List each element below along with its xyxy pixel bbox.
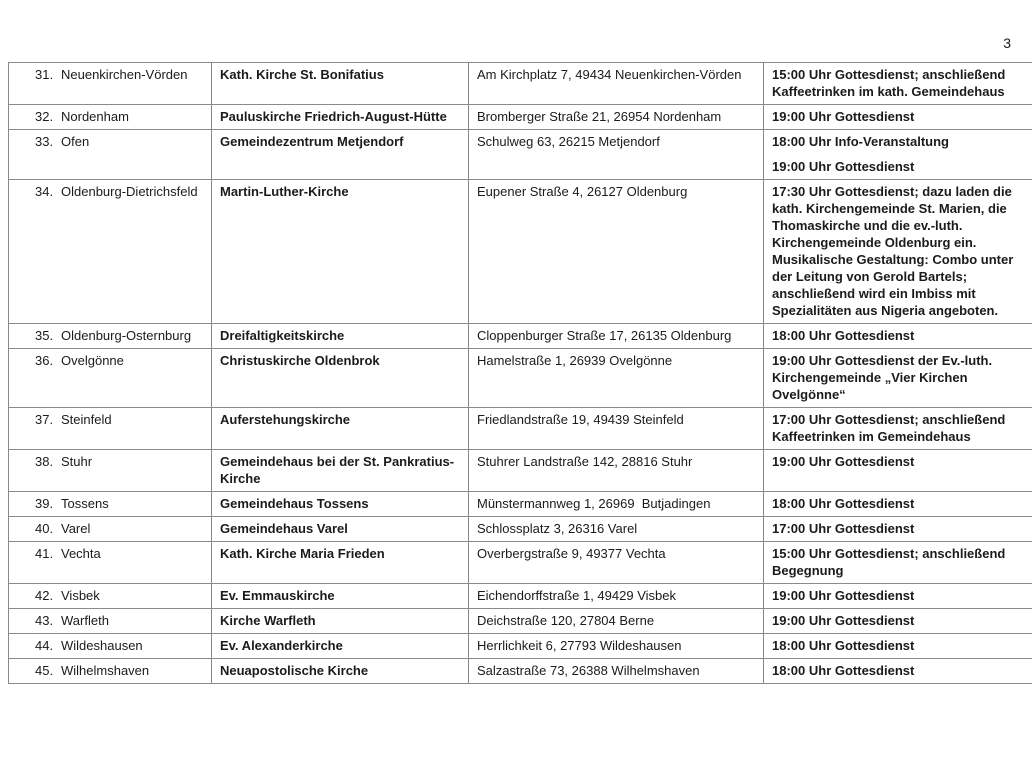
events-table — [8, 62, 1032, 684]
address-cell: Bromberger Straße 21, 26954 Nordenham — [468, 105, 763, 129]
event-text: 15:00 Uhr Gottesdienst; anschließend Begegnung — [772, 546, 1006, 578]
venue-cell: Gemeindehaus Tossens — [211, 492, 468, 516]
address-cell: Hamelstraße 1, 26939 Ovelgönne — [468, 349, 763, 407]
table-row — [9, 659, 1032, 683]
venue-cell: Dreifaltigkeitskirche — [211, 324, 468, 348]
row-number: 37. — [35, 412, 54, 427]
row-number: 40. — [35, 521, 54, 536]
events-cell — [763, 542, 1032, 583]
row-number: 34. — [35, 184, 54, 199]
table-row — [9, 105, 1032, 130]
venue-cell: Auferstehungskirche — [211, 408, 468, 449]
place-cell — [9, 408, 211, 449]
venue-cell: Kath. Kirche St. Bonifatius — [211, 63, 468, 104]
row-number: 35. — [35, 328, 54, 343]
table-row — [9, 584, 1032, 609]
venue-cell: Gemeindezentrum Metjendorf — [211, 130, 468, 179]
place-name: Visbek — [61, 588, 100, 603]
table-row — [9, 542, 1032, 584]
place-cell — [9, 542, 211, 583]
event-text: 18:00 Uhr Gottesdienst — [772, 328, 915, 343]
events-cell — [763, 63, 1032, 104]
events-cell — [763, 517, 1032, 541]
address-cell: Münstermannweg 1, 26969 Butjadingen — [468, 492, 763, 516]
event-text: 18:00 Uhr Gottesdienst — [772, 663, 915, 678]
place-name: Tossens — [61, 496, 109, 511]
event-text: 18:00 Uhr Info-Veranstaltung — [772, 134, 949, 149]
venue-cell: Gemeindehaus Varel — [211, 517, 468, 541]
venue-cell: Pauluskirche Friedrich-August-Hütte — [211, 105, 468, 129]
venue-cell: Ev. Alexanderkirche — [211, 634, 468, 658]
address-cell: Schlossplatz 3, 26316 Varel — [468, 517, 763, 541]
event-text: 18:00 Uhr Gottesdienst — [772, 638, 915, 653]
row-number: 43. — [35, 613, 54, 628]
row-number: 32. — [35, 109, 54, 124]
table-row — [9, 130, 1032, 180]
address-cell: Eupener Straße 4, 26127 Oldenburg — [468, 180, 763, 323]
row-number: 45. — [35, 663, 54, 678]
events-cell — [763, 130, 1032, 179]
events-cell — [763, 349, 1032, 407]
place-cell — [9, 584, 211, 608]
table-row — [9, 63, 1032, 105]
row-number: 42. — [35, 588, 54, 603]
events-cell — [763, 584, 1032, 608]
event-text: 19:00 Uhr Gottesdienst — [772, 109, 915, 124]
events-cell — [763, 105, 1032, 129]
table-row — [9, 349, 1032, 408]
place-name: Wildeshausen — [61, 638, 143, 653]
table-row — [9, 324, 1032, 349]
row-number: 31. — [35, 67, 54, 82]
place-cell — [9, 105, 211, 129]
venue-cell: Martin-Luther-Kirche — [211, 180, 468, 323]
address-cell: Overbergstraße 9, 49377 Vechta — [468, 542, 763, 583]
table-row — [9, 450, 1032, 492]
events-cell — [763, 408, 1032, 449]
table-row — [9, 408, 1032, 450]
row-number: 33. — [35, 134, 54, 149]
place-cell — [9, 349, 211, 407]
place-name: Varel — [61, 521, 91, 536]
place-cell — [9, 634, 211, 658]
events-cell — [763, 180, 1032, 323]
place-name: Vechta — [61, 546, 101, 561]
place-cell — [9, 517, 211, 541]
event-text: 17:30 Uhr Gottesdienst; dazu laden die kath. Kirchengemeinde St. Marien, die Thomaskirche und die ev.-luth. Kirchengemeinde Oldenburg ein. Musikalische Gestaltung: Combo unter der Leitung von Gerold Bartels; anschließend wird ein Imbiss mit Spezialitäten aus Nigeria angeboten. — [772, 184, 1014, 318]
address-cell: Schulweg 63, 26215 Metjendorf — [468, 130, 763, 179]
place-name: Stuhr — [61, 454, 93, 469]
place-name: Wilhelmshaven — [61, 663, 150, 678]
table-row — [9, 180, 1032, 324]
events-cell — [763, 450, 1032, 491]
row-number: 36. — [35, 353, 54, 368]
place-cell — [9, 659, 211, 683]
event-text: 15:00 Uhr Gottesdienst; anschließend Kaffeetrinken im kath. Gemeindehaus — [772, 67, 1006, 99]
address-cell: Herrlichkeit 6, 27793 Wildeshausen — [468, 634, 763, 658]
event-text: 17:00 Uhr Gottesdienst; anschließend Kaffeetrinken im Gemeindehaus — [772, 412, 1006, 444]
event-text: 19:00 Uhr Gottesdienst — [772, 588, 915, 603]
events-cell — [763, 492, 1032, 516]
table-row — [9, 609, 1032, 634]
address-cell: Cloppenburger Straße 17, 26135 Oldenburg — [468, 324, 763, 348]
venue-cell: Gemeindehaus bei der St. Pankratius-Kirche — [211, 450, 468, 491]
events-cell — [763, 634, 1032, 658]
table-row — [9, 517, 1032, 542]
address-cell: Salzastraße 73, 26388 Wilhelmshaven — [468, 659, 763, 683]
events-cell — [763, 609, 1032, 633]
page-number: 3 — [1003, 35, 1011, 51]
venue-cell: Neuapostolische Kirche — [211, 659, 468, 683]
event-text: 19:00 Uhr Gottesdienst — [772, 613, 915, 628]
venue-cell: Kath. Kirche Maria Frieden — [211, 542, 468, 583]
table-row — [9, 634, 1032, 659]
row-number: 41. — [35, 546, 54, 561]
event-text: 17:00 Uhr Gottesdienst — [772, 521, 915, 536]
place-name: Nordenham — [61, 109, 129, 124]
place-name: Oldenburg-Osternburg — [61, 328, 192, 343]
place-cell — [9, 609, 211, 633]
row-number: 44. — [35, 638, 54, 653]
place-name: Ovelgönne — [61, 353, 124, 368]
event-text: 19:00 Uhr Gottesdienst — [772, 454, 915, 469]
place-name: Steinfeld — [61, 412, 112, 427]
event-text: 19:00 Uhr Gottesdienst der Ev.-luth. Kirchengemeinde „Vier Kirchen Ovelgönne“ — [772, 353, 993, 402]
address-cell: Friedlandstraße 19, 49439 Steinfeld — [468, 408, 763, 449]
venue-cell: Kirche Warfleth — [211, 609, 468, 633]
venue-cell: Ev. Emmauskirche — [211, 584, 468, 608]
place-cell — [9, 324, 211, 348]
address-cell: Eichendorffstraße 1, 49429 Visbek — [468, 584, 763, 608]
events-cell — [763, 324, 1032, 348]
place-name: Neuenkirchen-Vörden — [61, 67, 188, 82]
venue-cell: Christuskirche Oldenbrok — [211, 349, 468, 407]
row-number: 38. — [35, 454, 54, 469]
address-cell: Stuhrer Landstraße 142, 28816 Stuhr — [468, 450, 763, 491]
place-name: Oldenburg-Dietrichsfeld — [61, 184, 198, 199]
address-cell: Deichstraße 120, 27804 Berne — [468, 609, 763, 633]
place-cell — [9, 180, 211, 323]
events-cell — [763, 659, 1032, 683]
event-text: 18:00 Uhr Gottesdienst — [772, 496, 915, 511]
table-row — [9, 492, 1032, 517]
place-cell — [9, 492, 211, 516]
place-cell — [9, 63, 211, 104]
place-name: Warfleth — [61, 613, 109, 628]
place-cell — [9, 130, 211, 179]
event-text: 19:00 Uhr Gottesdienst — [772, 159, 915, 174]
place-name: Ofen — [61, 134, 90, 149]
place-cell — [9, 450, 211, 491]
address-cell: Am Kirchplatz 7, 49434 Neuenkirchen-Vörden — [468, 63, 763, 104]
row-number: 39. — [35, 496, 54, 511]
